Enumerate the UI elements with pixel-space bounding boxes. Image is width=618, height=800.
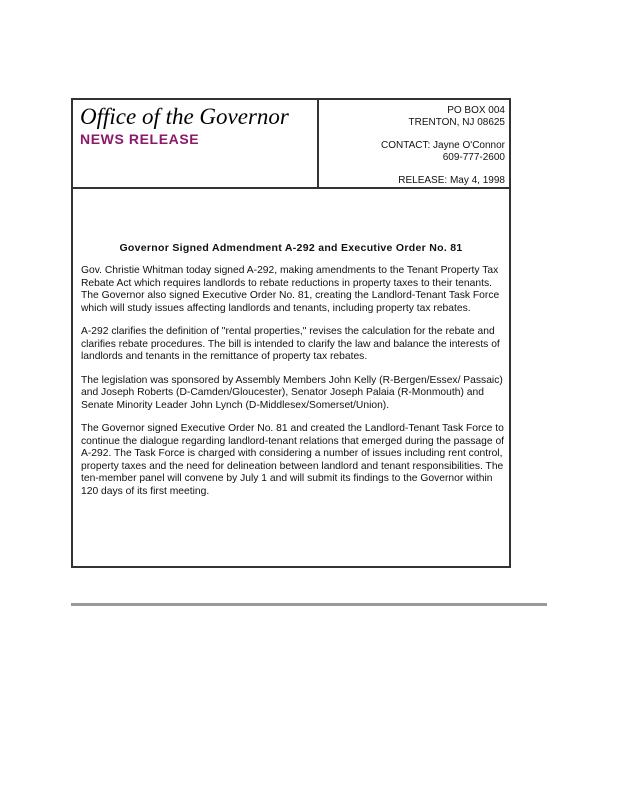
po-box-line: PO BOX 004 [447, 105, 505, 116]
article-paragraph: The Governor signed Executive Order No. 81 and created the Landlord-Tenant Task Force to continue the dialogue regarding landlord-tenant relations that emerged during the passage of A-292. The Task Force is charged with considering a number of issues including rent control, property taxes and the need for delineation between landlord and tenant responsibilities. The ten-member panel will convene by July 1 and will submit its findings to the Governor within 120 days of its first meeting. [81, 423, 505, 497]
release-header [73, 100, 509, 189]
contact-line: CONTACT: Jayne O'Connor [381, 140, 505, 151]
article-paragraph: The legislation was sponsored by Assembly Members John Kelly (R-Bergen/Essex/ Passaic) and Joseph Roberts (D-Camden/Gloucester), Senator Joseph Palaia (R-Monmouth) and Senate Minority Leader John Lynch (D-Middlesex/Somerset/Union). [81, 374, 503, 411]
news-release-box [71, 98, 511, 568]
city-line: TRENTON, NJ 08625 [408, 117, 505, 128]
release-date-line: RELEASE: May 4, 1998 [398, 175, 505, 186]
article-body [81, 265, 505, 509]
news-release-label: NEWS RELEASE [80, 131, 200, 147]
article-paragraph: A-292 clarifies the definition of "rental properties," revises the calculation for the rebate and clarifies rebate procedures. The bill is intended to clarify the law and balance the interests of landlords and tenants in the remittance of property tax rebates. [81, 326, 500, 362]
footer-divider [71, 603, 547, 606]
article-headline: Governor Signed Admendment A-292 and Executive Order No. 81 [119, 242, 463, 254]
phone-line: 609-777-2600 [442, 152, 505, 163]
office-title: Office of the Governor [80, 104, 289, 129]
header-right-cell [323, 100, 505, 187]
article-paragraph: Gov. Christie Whitman today signed A-292, making amendments to the Tenant Property Tax Rebate Act which requires landlords to rebate reductions in property taxes to their tenants. The Governor also signed Executive Order No. 81, creating the Landlord-Tenant Task Force which will study issues affecting landlords and tenants, including property tax rebates. [81, 265, 500, 314]
header-left-cell [73, 100, 319, 187]
